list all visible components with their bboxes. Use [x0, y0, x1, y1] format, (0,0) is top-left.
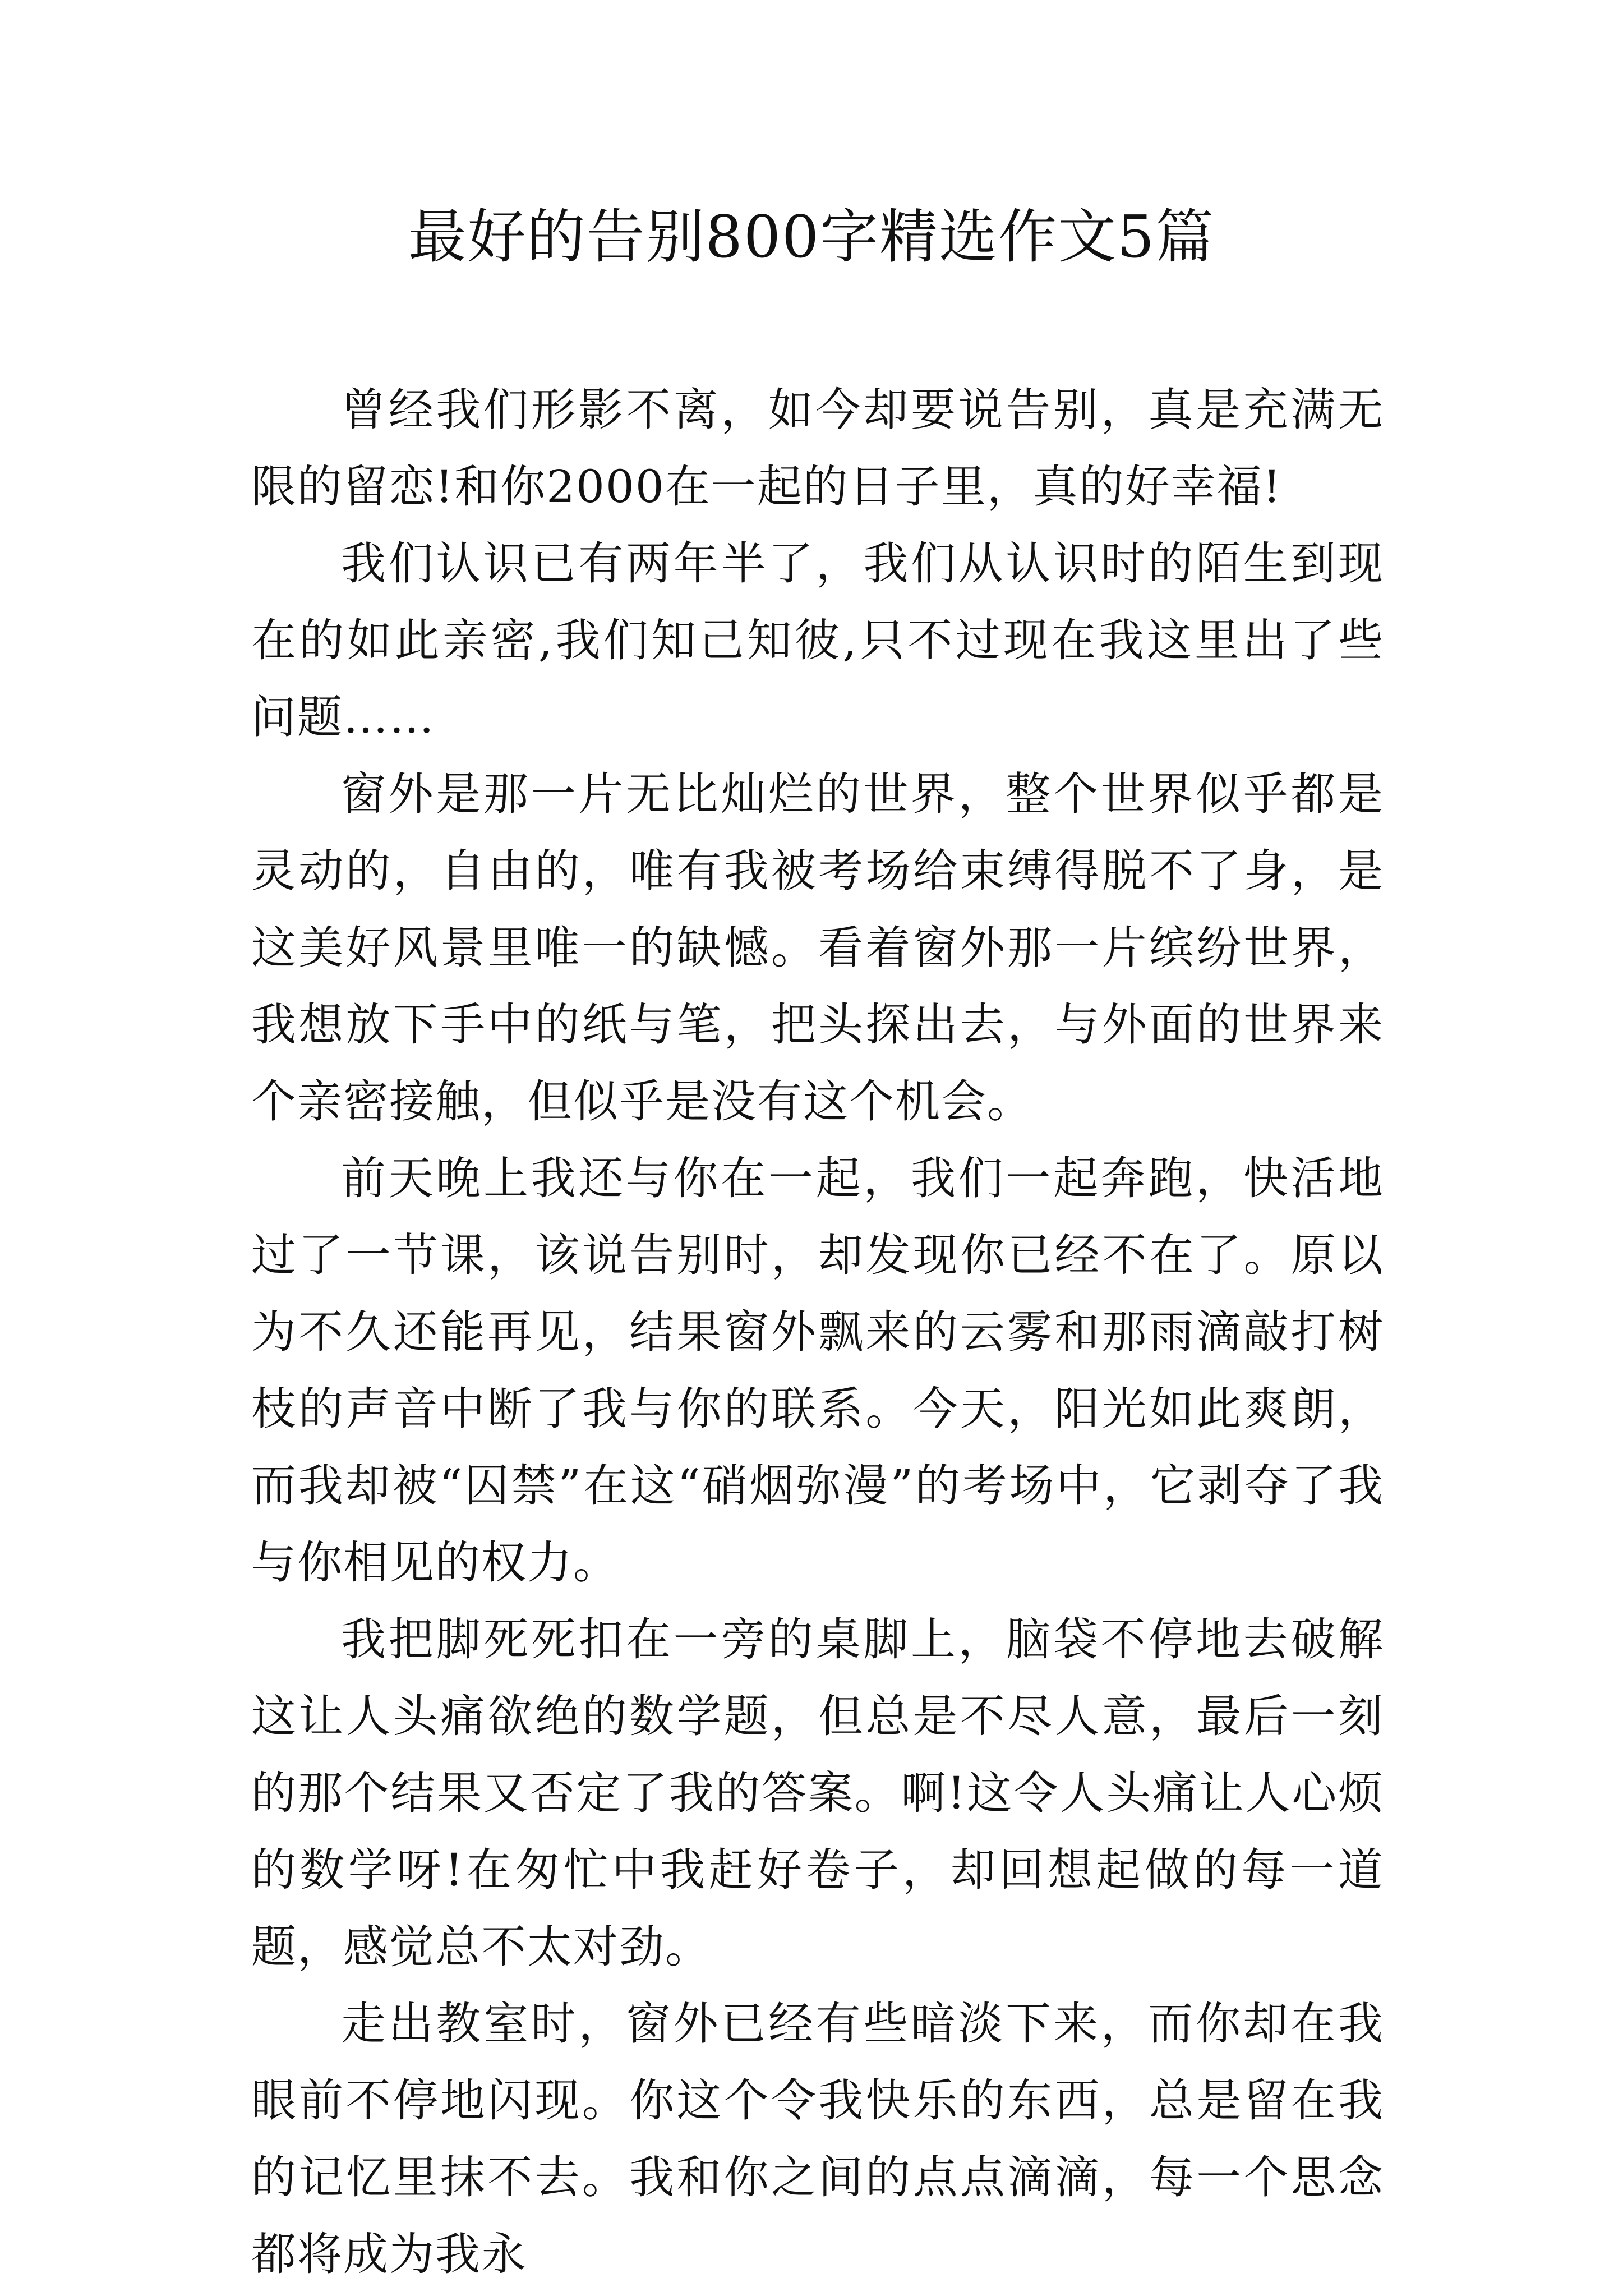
paragraph: 走出教室时，窗外已经有些暗淡下来，而你却在我眼前不停地闪现。你这个令我快乐的东西，总是留在我的记忆里抹不去。我和你之间的点点滴滴，每一个思念都将成为我永	[251, 1998, 1384, 2280]
paragraph: 窗外是那一片无比灿烂的世界，整个世界似乎都是灵动的，自由的，唯有我被考场给束缚得脱不了身，是这美好风景里唯一的缺憾。看着窗外那一片缤纷世界，我想放下手中的纸与笔，把头探出去，与外面的世界来个亲密接触，但似乎是没有这个机会。	[251, 768, 1384, 1128]
document-body	[251, 371, 1384, 2293]
paragraph: 我们认识已有两年半了，我们从认识时的陌生到现在的如此亲密,我们知己知彼,只不过现在我这里出了些问题……	[251, 537, 1384, 743]
document-title: 最好的告别800字精选作文5篇	[408, 203, 1215, 271]
paragraph: 前天晚上我还与你在一起，我们一起奔跑，快活地过了一节课，该说告别时，却发现你已经不在了。原以为不久还能再见，结果窗外飘来的云雾和那雨滴敲打树枝的声音中断了我与你的联系。今天，阳光如此爽朗，而我却被“囚禁”在这“硝烟弥漫”的考场中，它剥夺了我与你相见的权力。	[251, 1152, 1384, 1589]
paragraph: 我把脚死死扣在一旁的桌脚上，脑袋不停地去破解这让人头痛欲绝的数学题，但总是不尽人意，最后一刻的那个结果又否定了我的答案。啊!这令人头痛让人心烦的数学呀!在匆忙中我赶好卷子，却回想起做的每一道题，感觉总不太对劲。	[251, 1613, 1384, 1973]
paragraph: 曾经我们形影不离，如今却要说告别，真是充满无限的留恋!和你2000在一起的日子里，真的好幸福!	[251, 384, 1384, 513]
